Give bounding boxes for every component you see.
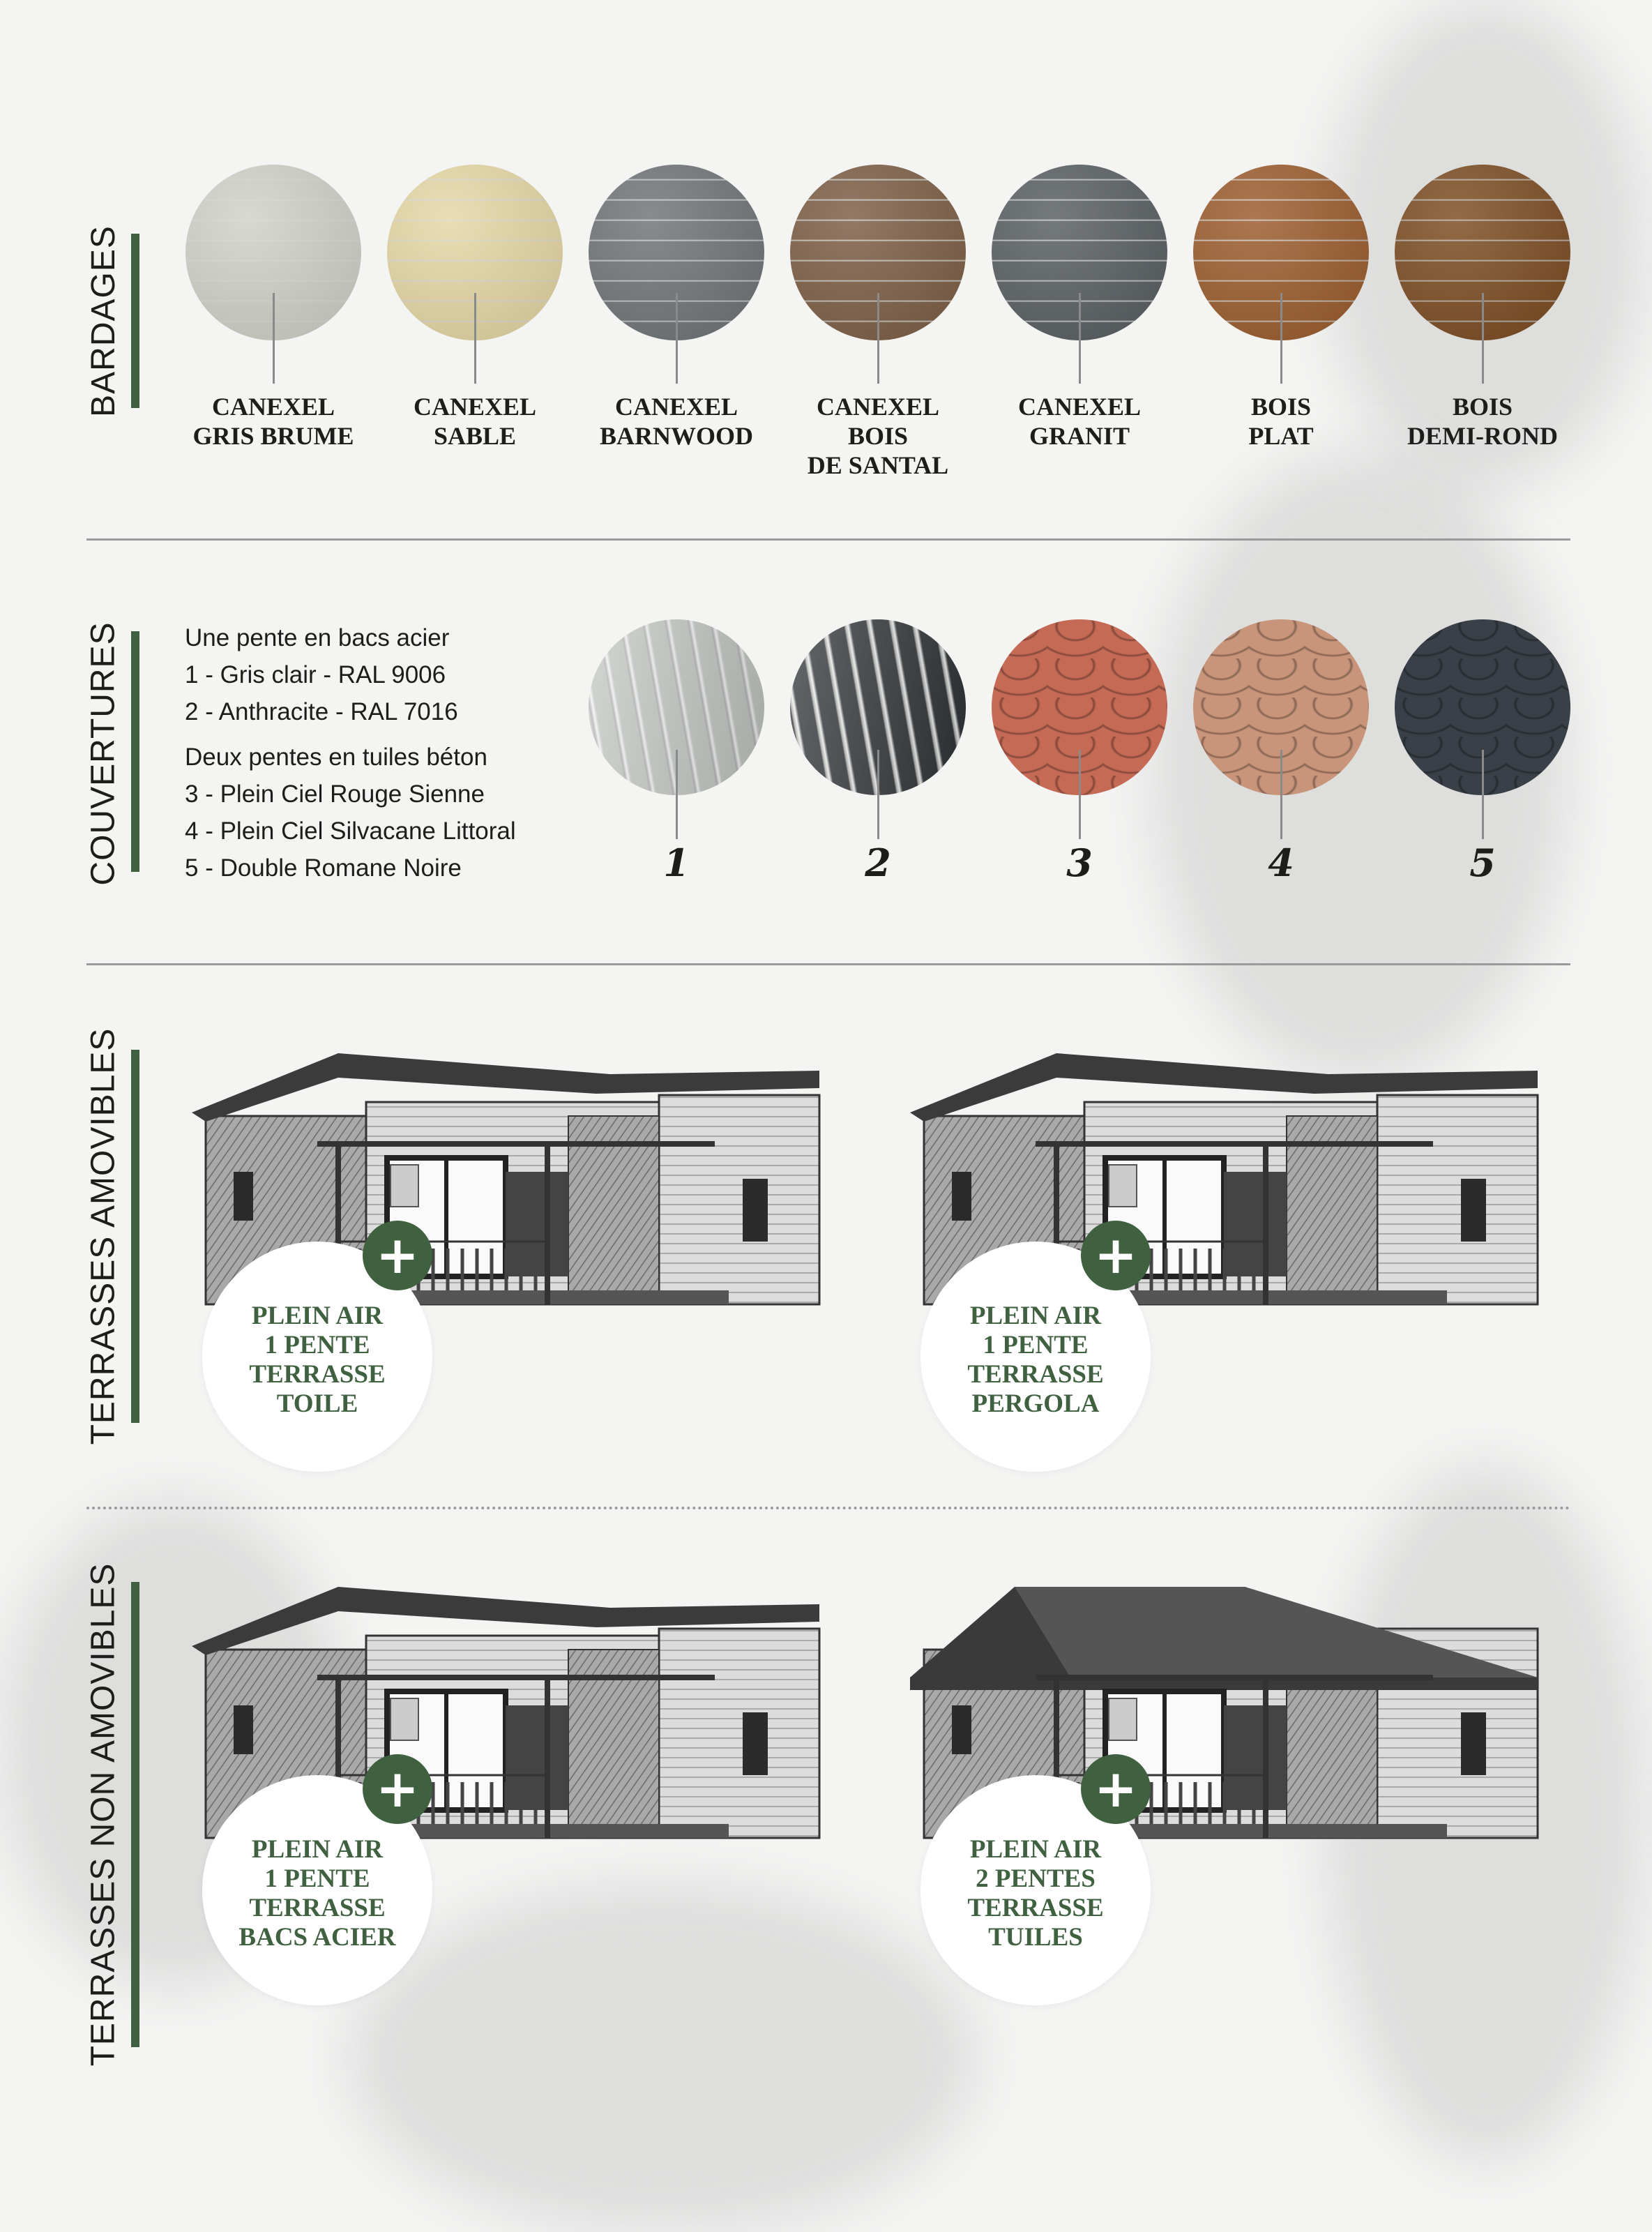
section-accent-bar bbox=[131, 1582, 139, 2047]
roof-number: 3 bbox=[1066, 840, 1093, 885]
option-label: PLEIN AIR 1 PENTE TERRASSE PERGOLA bbox=[967, 1302, 1104, 1418]
swatch-connector bbox=[1482, 293, 1484, 384]
swatch-connector bbox=[1280, 293, 1282, 384]
swatch-connector bbox=[1280, 750, 1282, 839]
swatch-connector bbox=[1482, 750, 1484, 839]
option-label: PLEIN AIR 2 PENTES TERRASSE TUILES bbox=[967, 1835, 1104, 1952]
section-title-bardages: BARDAGES bbox=[84, 225, 122, 417]
bardage-label: CANEXEL GRIS BRUME bbox=[192, 393, 354, 450]
swatch-connector bbox=[273, 293, 275, 384]
swatch-connector bbox=[676, 293, 678, 384]
swatch-connector bbox=[474, 293, 476, 384]
swatch-connector bbox=[1079, 750, 1081, 839]
roof-number: 2 bbox=[865, 840, 891, 885]
swatch-connector bbox=[676, 750, 678, 839]
plus-icon[interactable]: + bbox=[363, 1221, 432, 1290]
section-title-terrasses-amovibles: TERRASSES AMOVIBLES bbox=[84, 1027, 122, 1445]
section-divider-dotted bbox=[86, 1507, 1570, 1509]
bardage-label: CANEXEL BOIS DE SANTAL bbox=[807, 393, 949, 479]
section-divider bbox=[86, 963, 1570, 965]
swatch-connector bbox=[877, 750, 879, 839]
bardage-label: CANEXEL GRANIT bbox=[1017, 393, 1142, 450]
bardage-label: BOIS PLAT bbox=[1248, 393, 1314, 450]
bardage-label: CANEXEL SABLE bbox=[413, 393, 537, 450]
info-line: 2 - Anthracite - RAL 7016 bbox=[185, 698, 458, 725]
bardage-label: CANEXEL BARNWOOD bbox=[599, 393, 753, 450]
section-accent-bar bbox=[131, 631, 139, 872]
info-line: 5 - Double Romane Noire bbox=[185, 854, 462, 882]
bardage-label: BOIS DEMI-ROND bbox=[1407, 393, 1558, 450]
plus-icon[interactable]: + bbox=[363, 1754, 432, 1824]
option-label: PLEIN AIR 1 PENTE TERRASSE TOILE bbox=[249, 1302, 386, 1418]
roof-number: 5 bbox=[1469, 840, 1496, 885]
info-line: 3 - Plein Ciel Rouge Sienne bbox=[185, 781, 485, 808]
section-title-couvertures: COUVERTURES bbox=[84, 621, 122, 886]
section-title-terrasses-non-amovibles: TERRASSES NON AMOVIBLES bbox=[84, 1562, 122, 2067]
swatch-connector bbox=[1079, 293, 1081, 384]
info-line: Deux pentes en tuiles béton bbox=[185, 744, 487, 771]
couvertures-description bbox=[185, 619, 575, 887]
section-divider bbox=[86, 538, 1570, 541]
section-accent-bar bbox=[131, 234, 139, 408]
roof-number: 4 bbox=[1268, 840, 1294, 885]
roof-number: 1 bbox=[663, 840, 690, 885]
plus-icon[interactable]: + bbox=[1081, 1754, 1151, 1824]
section-accent-bar bbox=[131, 1050, 139, 1423]
info-line: 1 - Gris clair - RAL 9006 bbox=[185, 661, 446, 688]
plus-icon[interactable]: + bbox=[1081, 1221, 1151, 1290]
swatch-connector bbox=[877, 293, 879, 384]
info-line: Une pente en bacs acier bbox=[185, 624, 450, 651]
option-label: PLEIN AIR 1 PENTE TERRASSE BACS ACIER bbox=[238, 1835, 396, 1952]
info-line: 4 - Plein Ciel Silvacane Littoral bbox=[185, 817, 516, 845]
